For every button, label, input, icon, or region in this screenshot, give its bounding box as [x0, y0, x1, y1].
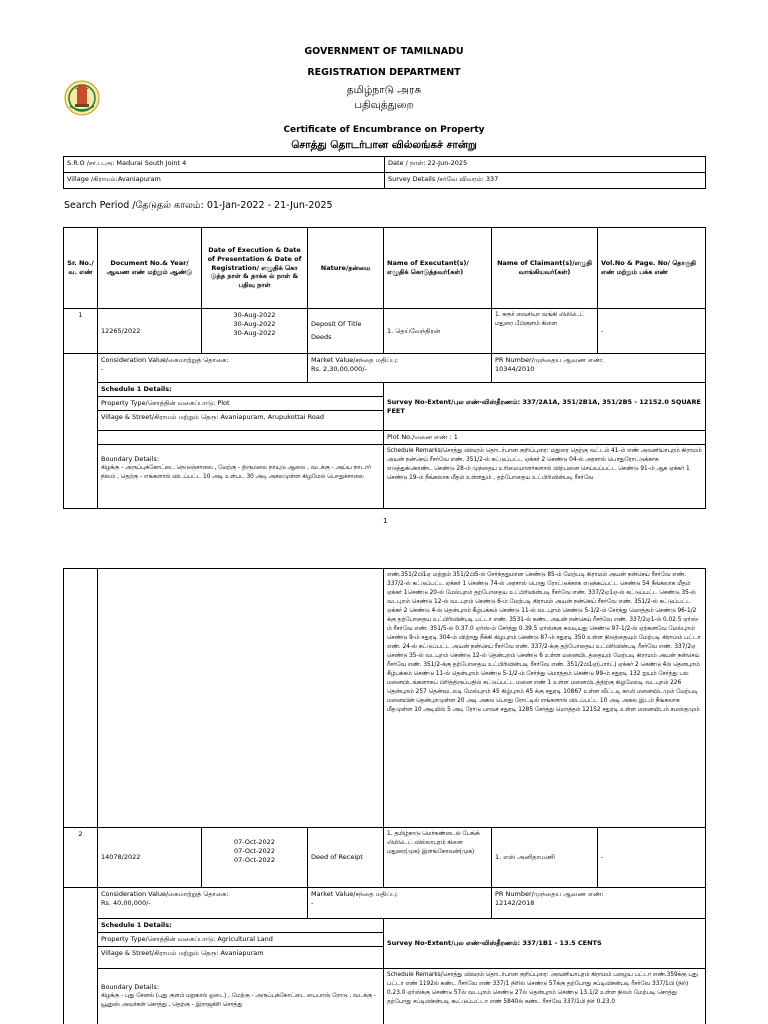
entry1-registration-date: 30-Aug-2022 [233, 328, 276, 337]
dept-title-tamil: பதிவுத்துறை [354, 99, 414, 111]
entry1-sr: 1 [64, 309, 98, 354]
entry1-boundary: Boundary Details: கிழக்கு - அருப்புக்கோட்டை நெடுஞ்சாலை , மேற்கு - திருமலை நாயுடு ஆலை , வடக்கு - அய்ய நாடார் நிலம் , தெற்கு - எங்களால் விடப்பட்ட 10 அடி உள்பட 30 அடி அகலமுள்ள கிழமேல் பொதுச்சாலை [98, 445, 384, 509]
dept-title: REGISTRATION DEPARTMENT [307, 67, 461, 78]
entry1-remarks: Schedule Remarks/சொத்து விவரம் தொடர்பான குறிப்புரை: மதுரை தெற்கு வட்டம் 41-ம் எண் அவனியாபுரம் கிராமம் அயன் நன்செய் ரீசர்வே எண். 351/2-ல் கட்டுப்பட்ட ஏக்கர் 2 செண்டு 04-ல் அரசால் பொதுரோட்டுக்காக எடுத்துக்கொண்ட செண்டு 28-ம் முந்தைய உரிமையாளர்களால் விற்பனை செய்யப்பட்ட செண்டு 91-ம் ஆக ஏக்கர் 1 செண்டு 19-ம் நீங்கலாக மீதம் உள்ளதும் , தற்போதைய உட்பிரிவின்படி ரீசர்வே [384, 445, 706, 509]
entry2-market-value: Market Value/சந்தை மதிப்பு: - [308, 888, 492, 919]
entry1-nature: Deposit Of Title Deeds [308, 309, 384, 354]
entry1-plot-number: Plot No./மனை எண் : 1 [384, 431, 706, 445]
entry1-property-type: Property Type/சொத்தின் வகைப்பாடு: Plot [98, 397, 383, 411]
encumbrance-table [63, 227, 706, 509]
entry2-document: 14078/2022 [98, 828, 202, 888]
entry2-executant: 1. தமிழ்நாடு மெர்கண்டைல் பேங்க் லிமிடெட் வில்லாபுரம் கிளை மதுரை(முக) இளங்கோவன்(முக) [384, 828, 492, 888]
entry2-boundary-row [64, 969, 706, 1024]
continued-remarks-row [64, 569, 706, 828]
entry1-values-row [64, 354, 706, 383]
entry1-boundary-text: கிழக்கு - அருப்புக்கோட்டை நெடுஞ்சாலை , மேற்கு - திருமலை நாயுடு ஆலை , வடக்கு - அய்ய நாடார் நிலம் , தெற்கு - எங்களால் விடப்பட்ட 10 அடி உள்பட 30 அடி அகலமுள்ள கிழமேல் பொதுச்சாலை [101, 464, 372, 480]
entry2-boundary-text: கிழக்கு - புது சேனல் (புது குளம் மறுகால் ஓடை) , மேற்கு - அருப்புக்கோட்டை பைபாஸ் ரோடு , வடக்கு - யூனுஸ் அவர்கள் சொத்து , தெற்கு - இராஜகிரி சொத்து [101, 992, 376, 1008]
entry2-values-row [64, 888, 706, 919]
survey-cell: Survey Details /சர்வே விவரம்: 337 [385, 173, 706, 189]
encumbrance-table-continued [63, 568, 706, 1024]
govt-title: GOVERNMENT OF TAMILNADU [304, 46, 464, 57]
entry1-executant: 1. தெய்வேந்திரன் [384, 309, 492, 354]
entry1-plot-row [64, 431, 706, 445]
table-row [64, 828, 706, 888]
entry2-property-type: Property Type/சொத்தின் வகைப்பாடு: Agricultural Land [98, 933, 383, 947]
search-period [64, 200, 333, 212]
entry2-schedule-title: Schedule 1 Details: [98, 919, 383, 933]
col-header-dates: Date of Execution & Date of Presentation & Date of Registration/ எழுதிக் கொ டுத்த நாள் & தாக்க ல் நாள் & பதிவு நாள் [202, 228, 308, 309]
entry1-village-street: Village & Street/கிராமம் மற்றும் தெரு: Avaniapuram, Arupukottai Road [101, 412, 324, 421]
col-header-document: Document No.& Year/ ஆவண எண் மற்றும் ஆண்டு [98, 228, 202, 309]
continued-remarks: எண்.351/2பி1ஏ மற்றும் 351/2பி5-ல் சேர்ந்ததுமான செண்டு 85-ம் மேற்படி கிராமம் அயன் நன்செய் ரீசர்வே எண். 337/2-ல் கட்டுப்பட்ட ஏக்கர் 1 செண்டு 74-ல் அரசால் பொது ரோட்டுக்காக எடுக்கப்பட்ட செண்டு 54 நீங்கலாக மீதம் ஏக்கர் 1செண்டு 20-ல் மேல்புறம் தற்போதைய உட்பிரிவின்படி ரீசர்வே எண். 337/2ஏ1ஏ-ல் கட்டுப்பட்ட செண்டு 35-ல் வடபுறம் செண்டு 12-ல் வடபுறம் செண்டு 6-ம் மேற்படி கிராமம் அயன் நன்செய் ரீசர்வே எண். 351/2-ல் கட்டுப்பட்ட ஏக்கர் 2 செண்டு 4-ல் தென்புறம் கீழ்பக்கம் செண்டு 11-ல் வடபுறம் செண்டு 5-1/2-ம் சேர்ந்து மொத்தம் செண்டு 96-1/2 க்கு தற்போதைய உட்பிரிவின்படி பட்டா எண். 3531-ல் கண்ட அயன் நன்செய் ரீசர்வே எண். 337/2ஏ1-ல் 0.02.5 ஏர்ஸ்-ம் ரீசர்வே எண். 351/5-ல் 0.37.0 ஏர்ஸ்-ம் சேர்த்து 0.39.5 ஏர்ஸ்க்கு சுவடியது செண்டு 97-1/2-ல் ஏற்கனவே மேல்புறம் செண்டு 9-ம் சதுரடி 304-ம் விற்றது நீக்கி கிழபுறம் செண்டு 87-ம் சதுரடி 350 உள்ள நிலத்தையும் மேற்படி கிராமம் பட்டா எண். 24-ல் கட்டுப்பட்ட அயன் நன்செய் ரீசர்வே எண். 337/2-க்கு தற்போதைய உட்பிரிவின்படி ரீசர்வே எண். 337/2ஏ செண்டு 35-ல் வடபுறம் செண்டு 12-ல் தென்புறம் செண்டு 6 உள்ள மனையிடத்தையும் மேற்படி கிராமம் அயன் நன்செய் ரீசர்வே எண். 351/2-க்கு தற்போதைய உட்பிரிவின்படி ரீசர்வே எண். 351/2பி1ஏ(பார்ட்) ஏக்கர் 2 செண்டு 4ல் தெனபுறம் கீழ்பக்கம் செண்டு 11-ல் தென்புறம் செண்டு 5-1/2-ம் சேர்ந்து மொத்தம் செண்டு 99-ம் சதுரடி 132 ஐயும் சேர்த்து பல மனைபிடங்களாகப் பிரித்திருப்பதில் கட்டுப்பட்ட மனை எண் 1 உள்ள மனைபிடத்திற்கு கிழமேலடி வடபுறம் 226 தென்புறம் 257 தென்வடலடி மேல்புறம் 45 கிழ்புறம் 45 க்கு சதுரடி 10867 உள்ள வீட்டடி காலி மனையிடமும் மேற்படி மனையின் தென்புறமுள்ள 20 அடி அகல பொது ரோட்டில் எங்களால் விடப்பட்ட 10 அடி அகல இடம் நீங்கலாக மீதமுள்ள 10 அடியில் 5 அடி ரோடு பாவச் சதுரடி 1285 சேர்த்து மொத்தம் 12152 சதுரடி உள்ள மனையிடம் சமஸ்தமும் [384, 569, 706, 828]
entry1-document: 12265/2022 [98, 309, 202, 354]
entry2-boundary: Boundary Details: கிழக்கு - புது சேனல் (புது குளம் மறுகால் ஓடை) , மேற்கு - அருப்புக்கோட்டை பைபாஸ் ரோடு , வடக்கு - யூனுஸ் அவர்கள் சொத்து , தெற்கு - இராஜகிரி சொத்து [98, 969, 384, 1024]
entry2-village-street: Village & Street/கிராமம் மற்றும் தெரு: Avaniapuram [101, 948, 264, 957]
entry1-volume: - [598, 309, 706, 354]
date-cell: Date / நாள்: 22-Jun-2025 [385, 157, 706, 173]
entry1-execution-date: 30-Aug-2022 [233, 311, 276, 319]
col-header-claimant: Name of Claimant(s)/எழுதி வாங்கியவர்(கள்) [492, 228, 598, 309]
sro-cell: S.R.O /சா.ப.அ: Madurai South Joint 4 [64, 157, 385, 173]
entry2-consideration: Consideration Value/கைமாற்றுத் தொகை: Rs. 40,00,000/- [98, 888, 308, 919]
search-period-range: 01-Jan-2022 - 21-Jun-2025 [206, 200, 333, 211]
col-header-sr: Sr. No./ வ. எண் [64, 228, 98, 309]
page-number: 1 [383, 517, 388, 525]
entry1-schedule-row [64, 383, 706, 431]
entry2-presentation-date: 07-Oct-2022 [234, 846, 275, 855]
entry2-remarks: Schedule Remarks/சொத்து விவரம் தொடர்பான குறிப்புரை: அவனியாபுரம் கிராமம் பழைய பட்டா எண்.359க்கு புது பட்டா எண் 1192ல் கண்ட ரீசர்வே எண் 337/1 நிரில் செண்டு 57க்கு தற்போது சப்டிவிசன்படி ரீசர்வே 337/1பி (நிர்) 0.23.0 ஏர்ஸ்க்கு செண்டு 57ல் வடபுறம் செண்டு 27ல் தென்புறம் செண்டு 13.1/2 உள்ள நிலம் மேற்படி சொத்து தற்போது சப்டிவிசன்படி கூட்டுப்பட்டா எண் 5840ல் கண்ட ரீசர்வே 337/1பி நிர் 0.23.0 [384, 969, 706, 1024]
col-header-volume: Vol.No & Page. No/ தொகுதி எண் மற்றும் பக்க எண் [598, 228, 706, 309]
entry1-pr-number: PR Number/முந்தைய ஆவண எண்: 10344/2010 [492, 354, 706, 383]
office-info-table [63, 156, 706, 189]
entry1-schedule-title: Schedule 1 Details: [98, 383, 383, 397]
entry2-claimant: 1. எஸ் அனிதாமணி [492, 828, 598, 888]
entry2-pr-number: PR Number/முந்தைய ஆவண எண்: 12142/2018 [492, 888, 706, 919]
govt-title-tamil: தமிழ்நாடு அரசு [346, 84, 422, 96]
entry2-sr: 2 [64, 828, 98, 888]
entry1-boundary-row [64, 445, 706, 509]
search-period-label: Search Period /தேடுதல் காலம்: [64, 200, 204, 211]
col-header-executant: Name of Executant(s)/ எழுதிக் கொடுத்தவர்(கள்) [384, 228, 492, 309]
entry2-dates [202, 828, 308, 888]
entry1-market-value: Market Value/சந்தை மதிப்பு: Rs. 2,30,00,000/- [308, 354, 492, 383]
village-cell: Village /கிராமம்:Avaniapuram [64, 173, 385, 189]
entry2-execution-date: 07-Oct-2022 [234, 838, 275, 846]
entry1-presentation-date: 30-Aug-2022 [233, 319, 276, 328]
entry2-registration-date: 07-Oct-2022 [234, 855, 275, 864]
entry1-dates [202, 309, 308, 354]
entry2-nature: Deed of Receipt [308, 828, 384, 888]
entry2-schedule-row [64, 919, 706, 969]
entry2-volume: - [598, 828, 706, 888]
entry1-claimant: 1. கரூர் வைசியா வங்கி லிமிடெட் மதுரை பீபிகுளம் கிளை [492, 309, 598, 354]
entry1-survey-extent: Survey No-Extent/புல எண்-விஸ்தீரணம்: 337/2A1A, 351/2B1A, 351/2B5 - 12152.0 SQUARE FEET [384, 383, 706, 431]
entry2-survey-extent: Survey No-Extent/புல எண்-விஸ்தீரணம்: 337/1B1 - 13.5 CENTS [384, 919, 706, 969]
certificate-title-tamil: சொத்து தொடர்பான வில்லங்கச் சான்று [291, 139, 477, 151]
table-row [64, 309, 706, 354]
certificate-title: Certificate of Encumbrance on Property [283, 125, 485, 135]
col-header-nature: Nature/தன்மை [308, 228, 384, 309]
entry1-consideration: Consideration Value/கைமாற்றுத் தொகை: - [98, 354, 308, 383]
table-header-row [64, 228, 706, 309]
